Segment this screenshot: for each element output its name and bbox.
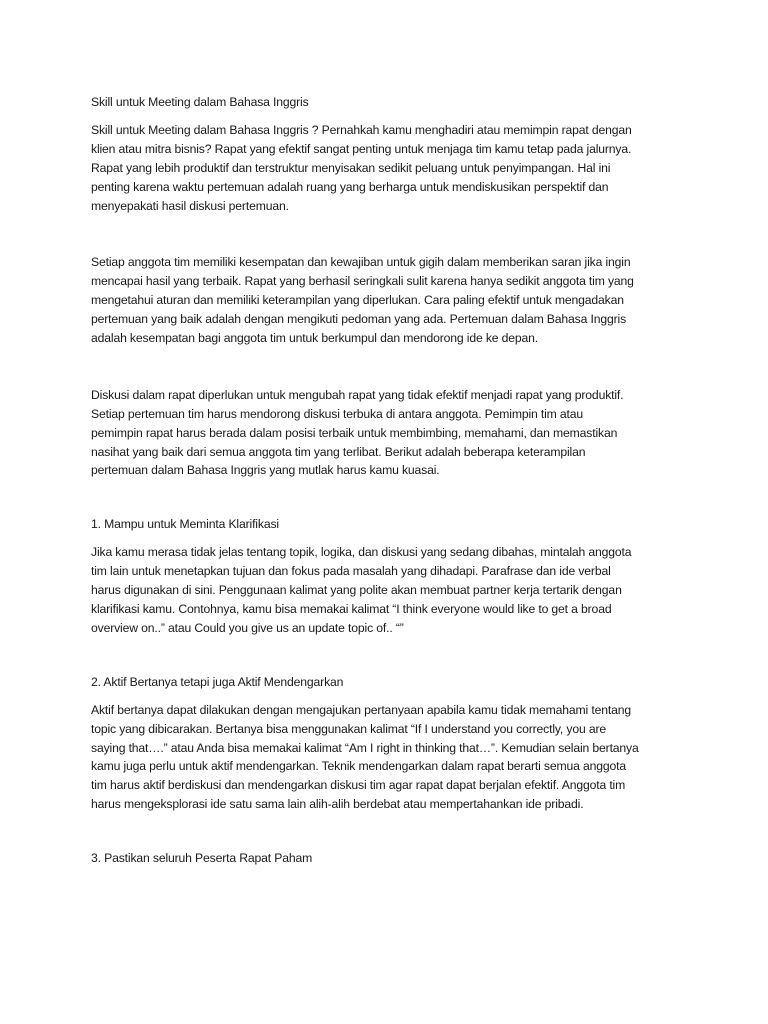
paragraph-clarification (91, 543, 691, 637)
paragraph-line: pertemuan dalam Bahasa Inggris yang mutlak harus kamu kuasai. (91, 463, 440, 478)
paragraph-line: penting karena waktu pertemuan adalah ruang yang berharga untuk mendiskusikan perspektif dan (91, 179, 609, 194)
paragraph-line: kamu juga perlu untuk aktif mendengarkan. Teknik mendengarkan dalam rapat berarti semua anggota (91, 759, 626, 774)
paragraph-line: mengetahui aturan dan memiliki keterampilan yang diperlukan. Cara paling efektif untuk mengadakan (91, 293, 624, 308)
paragraph-line: Setiap pertemuan tim harus mendorong diskusi terbuka di antara anggota. Pemimpin tim atau (91, 406, 584, 421)
paragraph-line: mencapai hasil yang terbaik. Rapat yang berhasil seringkali sulit karena hanya sedikit anggota tim yang (91, 274, 634, 289)
paragraph-line: Setiap anggota tim memiliki kesempatan dan kewajiban untuk gigih dalam memberikan saran jika ingin (91, 255, 631, 270)
section-heading-1: 1. Mampu untuk Meminta Klarifikasi (91, 517, 279, 532)
paragraph-line: overview on..” atau Could you give us an update topic of.. “” (91, 620, 404, 635)
paragraph-line: adalah kesempatan bagi anggota tim untuk berkumpul dan mendorong ide ke depan. (91, 331, 539, 346)
paragraph-line: pertemuan yang baik adalah dengan mengikuti pedoman yang ada. Pertemuan dalam Bahasa Inggris (91, 312, 627, 327)
paragraph-line: pemimpin rapat harus berada dalam posisi terbaik untuk membimbing, memahami, dan memastikan (91, 425, 618, 440)
paragraph-line: saying that….” atau Anda bisa memakai kalimat “Am I right in thinking that…”. Kemudian selain bertanya (91, 740, 639, 755)
paragraph-line: harus mengeksplorasi ide satu sama lain alih-alih berdebat atau mempertahankan ide pribadi. (91, 797, 584, 812)
paragraph-line: Jika kamu merasa tidak jelas tentang topik, logika, dan diskusi yang sedang dibahas, mintalah anggota (91, 545, 632, 560)
paragraph-intro (91, 121, 691, 215)
paragraph-discussion (91, 386, 691, 480)
paragraph-line: Diskusi dalam rapat diperlukan untuk mengubah rapat yang tidak efektif menjadi rapat yang produktif. (91, 387, 624, 402)
paragraph-line: Rapat yang lebih produktif dan terstruktur menyisakan sedikit peluang untuk penyimpangan. Hal ini (91, 160, 611, 175)
paragraph-line: tim lain untuk menetapkan tujuan dan fokus pada masalah yang dihadapi. Parafrase dan ide verbal (91, 564, 611, 579)
paragraph-line: tim harus aktif berdiskusi dan mendengarkan diskusi tim agar rapat dapat berjalan efektif. Anggota tim (91, 778, 626, 793)
paragraph-line: menyepakati hasil diskusi pertemuan. (91, 198, 289, 213)
section-heading-3: 3. Pastikan seluruh Peserta Rapat Paham (91, 851, 313, 866)
paragraph-line: harus digunakan di sini. Penggunaan kalimat yang polite akan membuat partner kerja tertarik dengan (91, 583, 622, 598)
document-body (91, 93, 691, 877)
paragraph-line: nasihat yang baik dari semua anggota tim yang terlibat. Berikut adalah beberapa keterampilan (91, 444, 586, 459)
paragraph-active-listening (91, 701, 691, 814)
paragraph-line: Skill untuk Meeting dalam Bahasa Inggris ? Pernahkah kamu menghadiri atau memimpin rapat dengan (91, 123, 632, 137)
section-heading-2: 2. Aktif Bertanya tetapi juga Aktif Mendengarkan (91, 674, 344, 689)
paragraph-line: Aktif bertanya dapat dilakukan dengan mengajukan pertanyaan apabila kamu tidak memahami tentang (91, 702, 631, 717)
document-title: Skill untuk Meeting dalam Bahasa Inggris (91, 95, 309, 109)
paragraph-team-members (91, 253, 691, 347)
paragraph-line: topic yang dibicarakan. Bertanya bisa menggunakan kalimat “If I understand you correctly, you are (91, 721, 606, 736)
paragraph-line: klarifikasi kamu. Contohnya, kamu bisa memakai kalimat “I think everyone would like to get a broad (91, 602, 612, 617)
paragraph-line: klien atau mitra bisnis? Rapat yang efektif sangat penting untuk menjaga tim kamu tetap pada jalurnya. (91, 141, 632, 156)
